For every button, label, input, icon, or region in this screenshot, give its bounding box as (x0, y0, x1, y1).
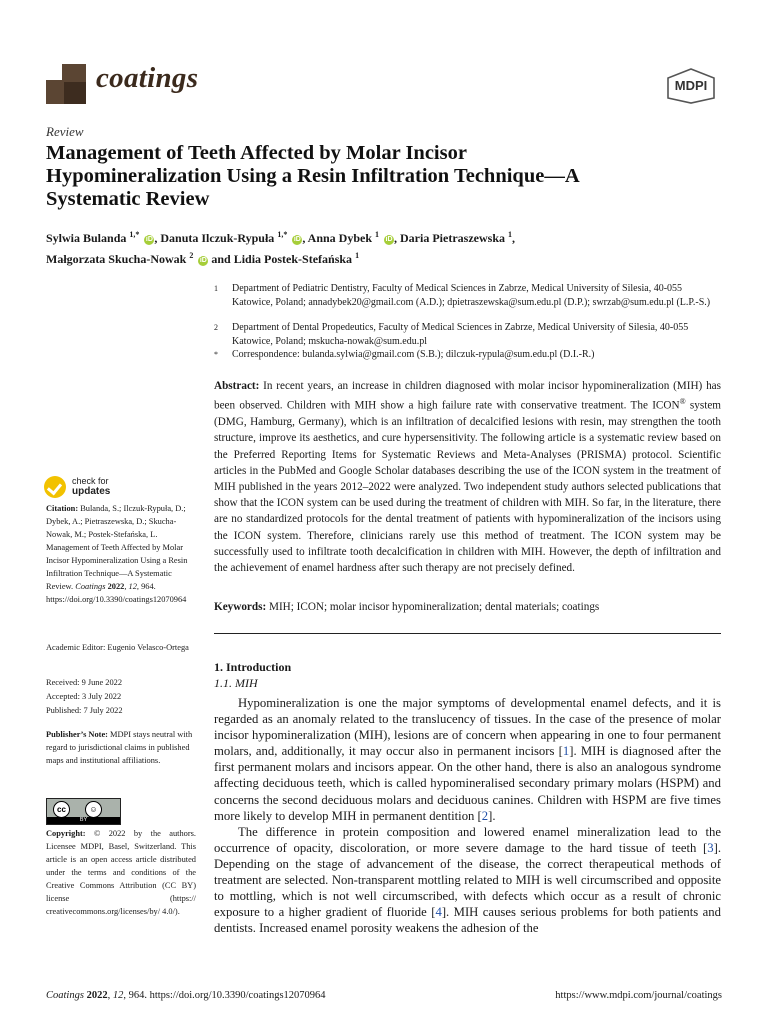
registered-mark: ® (679, 397, 686, 407)
copyright-label: Copyright: (46, 829, 86, 838)
author-affil: 2 (189, 251, 194, 260)
article-title: Management of Teeth Affected by Molar Incisor Hypomineralization Using a Resin Infiltration Technique—A Systematic Review (46, 142, 579, 210)
article-type: Review (46, 124, 84, 139)
academic-editor (46, 641, 196, 654)
cc-icon: cc (53, 801, 70, 818)
by-label: BY (47, 817, 120, 824)
citation-label: Citation: (46, 504, 79, 513)
affiliation-number: * (214, 350, 218, 359)
intro-body (214, 695, 721, 936)
abstract-text-1: In recent years, an increase in children diagnosed with molar incisor hypomineralization (MIH) has been observed. Children with MIH show a high failure rate with conservative treatment. The ICON (214, 380, 721, 412)
author-affil: 1 (355, 251, 360, 260)
orcid-icon[interactable]: iD (145, 236, 153, 243)
citation-block: Citation: Bulanda, S.; Ilczuk-Rypuła, D.; Dybek, A.; Pietraszewska, D.; Skucha-Nowak, M.; Postek-Stefańska, L. Management of Teeth Affected by Molar Incisor Hypomineralization Using a Resin Infiltration Technique—A Systematic Review. Coatings 2022, 12, 964. https://doi.org/10.3390/coatings12070964 (46, 504, 188, 604)
author-name: Danuta Ilczuk-Rypuła (160, 231, 275, 245)
citation-journal: Coatings (75, 582, 106, 591)
editor-name: Eugenio Velasco-Ortega (107, 643, 189, 652)
correspondence-text: Correspondence: bulanda.sylwia@gmail.com (S.B.); dilczuk-rypula@sum.edu.pl (D.I.-R.) (232, 349, 595, 360)
paragraph-text: Hypomineralization is one the major symptoms of developmental enamel defects, and it is regarded as an anomaly related to the translucency of tissues. In the case of the presence of molar incisor hypomineralization (MIH), lesions are of concern when appearing in one to four permanent molars, and, additionally, it may occur also in permanent incisors [ (214, 696, 721, 759)
paragraph (214, 695, 721, 824)
check-for-updates-label (72, 476, 110, 497)
footer-citation: Coatings 2022, 12, 964. https://doi.org/10.3390/coatings12070964 (46, 990, 326, 1001)
check-line-1: check for (72, 476, 109, 486)
paragraph-text: ]. MIH is diagnosed after the first permanent molars and incisors appear. On the other hand, there is also an analogous syndrome affecting deciduous teeth, which is called hypomineralised secondary primary molars (HSPM) and concerns the second deciduous molars and deciduous canines. Children with HSPM are five times more likely to develop MIH in permanent dentition [ (214, 744, 721, 823)
author-name: Małgorzata Skucha-Nowak (46, 252, 187, 266)
abstract (214, 378, 721, 576)
accepted-date: Accepted: 3 July 2022 (46, 692, 122, 701)
check-icon (44, 476, 66, 498)
check-line-2: updates (72, 486, 111, 497)
citation-link[interactable]: 1 (562, 744, 570, 759)
author-affil: 1 (375, 230, 380, 239)
cc-by-license-icon[interactable] (46, 798, 121, 825)
mdpi-label: MDPI (674, 78, 708, 93)
subsection-heading: 1.1. MIH (214, 676, 258, 690)
orcid-icon[interactable]: iD (293, 236, 301, 243)
check-for-updates-badge[interactable] (44, 474, 204, 498)
note-text: MDPI stays neutral with regard to jurisdictional claims in published maps and institutional affiliations. (46, 730, 193, 765)
paragraph-text: ]. MIH causes serious problems for both patients and dentists. Increased enamel porosity weakens the adhesion of the (214, 905, 721, 936)
received-date: Received: 9 June 2022 (46, 678, 123, 687)
journal-name[interactable]: coatings (96, 62, 199, 94)
person-icon: ☺ (85, 801, 102, 818)
author-list: Sylwia Bulanda $^{1,*}$ iD , Danuta Ilczuk-Rypuła $^{1,*}$ iD , Anna Dybek $^1$ iD , Daria Pietraszewska $^1$, Małgorzata Skucha-Nowak $^2$ iD and Lidia Postek-Stefańska $^1$ (46, 230, 515, 266)
author-and: and (211, 252, 231, 266)
footer-journal: Coatings (46, 990, 84, 1001)
dates (46, 676, 196, 718)
author-affil: 1,* (129, 230, 140, 239)
citation-text: Bulanda, S.; Ilczuk-Rypuła, D.; Dybek, A.; Pietraszewska, D.; Skucha-Nowak, M.; Postek-Stefańska, L. Management of Teeth Affected by Molar Incisor Hypomineralization Using a Resin Infiltration Technique—A Systematic Review. (46, 504, 188, 591)
journal-logo (46, 64, 86, 104)
orcid-icon[interactable]: iD (385, 236, 393, 243)
section-heading: 1. Introduction (214, 660, 292, 674)
citation-link[interactable]: 4 (435, 905, 442, 920)
published-date: Published: 7 July 2022 (46, 706, 123, 715)
publisher-note (46, 728, 196, 767)
affiliation-number: 2 (214, 323, 218, 332)
keywords (214, 599, 721, 615)
author-name: Sylwia Bulanda (46, 231, 127, 245)
paragraph-text: ]. (488, 808, 496, 823)
citation-doi[interactable]: , 964. https://doi.org/10.3390/coatings12070964 (46, 582, 187, 604)
author-name: Lidia Postek-Stefańska (233, 252, 353, 266)
author-affil: 1,* (277, 230, 288, 239)
paragraph-text: ]. Depending on the stage of advancement of the disease, the correct therapeutical methods of treatment are selected. Non-transparent mottling related to MIH is well circumscribed and opposite to mottling, which is not well circumscribed, with defects which occur as a result of chronic exposure to a higher gradient of fluoride [ (214, 840, 721, 920)
copyright-block (46, 827, 196, 918)
citation-year: 2022 (107, 582, 125, 591)
affiliation-number: 1 (214, 284, 218, 293)
keywords-text: MIH; ICON; molar incisor hypomineralization; dental materials; coatings (269, 601, 600, 613)
footer-journal-url[interactable]: https://www.mdpi.com/journal/coatings (555, 990, 722, 1001)
divider (214, 633, 721, 634)
affiliation (214, 321, 714, 349)
keywords-label: Keywords: (214, 601, 267, 613)
author-name: Anna Dybek (307, 231, 373, 245)
copyright-text: © 2022 by the authors. Licensee MDPI, Basel, Switzerland. This article is an open access article distributed under the terms and conditions of the Creative Commons Attribution (CC BY) license (https:// creativecommons.org/licenses/by/ 4.0/). (46, 829, 197, 916)
abstract-text-2: system (DMG, Hamburg, Germany), which is an infiltration of decalcified lesions with resin, may strengthen the tooth structure, improve its aesthetics, and cure hypersensitivity. The following article is a systematic review based on the Preferred Reporting Items for Systematic Reviews and Meta-Analyses (PRISMA) protocol. Scientific articles in the PubMed and Google Scholar databases describing the use of the ICON system in the treatment of MIH published in the years 2012–2022 were analyzed. Two independent study authors selected publications that show that the ICON system can be used during the treatment of children with MIH. So far, in the literature, there are no standardized protocols for the dental treatment of patients with hypomineralization of the incisors using the ICON system. Therefore, clinicians rarely use this method of treatment. The ICON system may be successfully used to infiltrate tooth decalcification in children with MIH. However, the depth of infiltration and the achievement of enamel hardness after such therapy are not precisely defined. (214, 399, 722, 574)
note-label: Publisher’s Note: (46, 730, 108, 739)
footer-year: 2022 (86, 990, 108, 1001)
footer-volume: 12 (112, 990, 124, 1001)
citation-link[interactable]: 3 (707, 840, 714, 855)
affiliation-text: Department of Dental Propedeutics, Faculty of Medical Sciences in Zabrze, Medical University of Silesia, 40-055 Katowice, Poland; mskucha-nowak@sum.edu.pl (232, 322, 689, 347)
orcid-icon[interactable]: iD (199, 257, 207, 264)
author-affil: 1 (508, 230, 512, 239)
editor-label: Academic Editor: (46, 643, 106, 652)
mdpi-logo[interactable] (666, 68, 716, 104)
paragraph (214, 824, 721, 937)
correspondence (214, 348, 714, 362)
affiliation (214, 282, 714, 310)
affiliation-text: Department of Pediatric Dentistry, Faculty of Medical Sciences in Zabrze, Medical University of Silesia, 40-055 Katowice, Poland; annadybek20@gmail.com (A.D.); dpietraszewska@sum.edu.pl (D.P.); swrzab@sum.edu.pl (L.P.-S.) (232, 283, 711, 308)
footer-doi[interactable]: , 964. https://doi.org/10.3390/coatings12070964 (123, 990, 326, 1001)
citation-volume: 12 (128, 582, 137, 591)
citation-link[interactable]: 2 (481, 808, 489, 823)
author-name: Daria Pietraszewska (400, 231, 505, 245)
paragraph-text: The difference in protein composition and lowered enamel mineralization lead to the occurrence of opacity, discoloration, or more severe damage to the hard tissue of teeth [ (214, 824, 721, 855)
abstract-label: Abstract: (214, 380, 260, 392)
